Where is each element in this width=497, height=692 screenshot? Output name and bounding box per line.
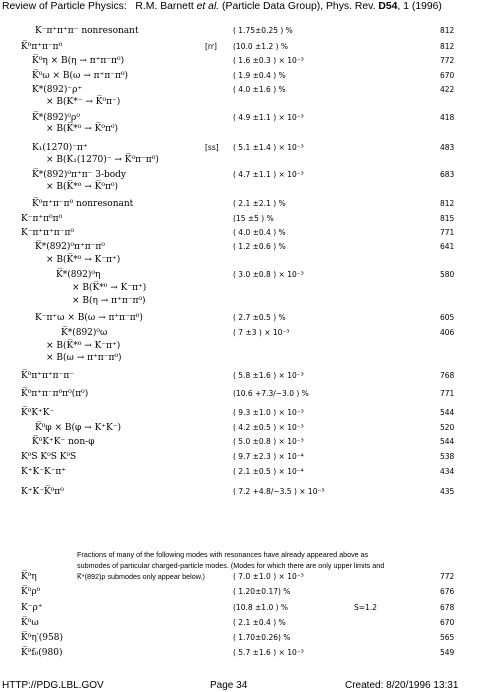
group: (Particle Data Group), Phys. Rev.	[222, 1, 376, 12]
fraction: ( 5.0 ±0.8 ) × 10⁻³	[233, 437, 304, 446]
momentum: 538	[440, 452, 455, 461]
fraction: ( 5.1 ±1.4 ) × 10⁻³	[233, 143, 304, 152]
fraction: ( 1.2 ±0.6 ) %	[233, 242, 286, 251]
fraction: ( 4.0 ±1.6 ) %	[233, 85, 286, 94]
momentum: 815	[440, 214, 455, 223]
footer-url[interactable]: HTTP://PDG.LBL.GOV	[2, 680, 104, 691]
decay-mode: × B(K₁(1270)⁻ → K̅⁰π⁻π⁰)	[46, 155, 159, 165]
decay-mode: × B(K*⁻ → K̅⁰π⁻)	[46, 97, 121, 107]
fraction: ( 7.2 +4.8/−3.5 ) × 10⁻³	[233, 487, 325, 496]
decay-mode: K⁻π⁺π⁺π⁻ nonresonant	[35, 26, 139, 36]
momentum: 549	[440, 648, 455, 657]
decay-mode: K̅⁰π⁺π⁺π⁻π⁻	[21, 371, 74, 381]
decay-mode: K̅⁰ω	[21, 618, 39, 628]
momentum: 670	[440, 618, 455, 627]
decay-mode: K̅⁰K⁺K⁻ non-φ	[32, 437, 95, 447]
momentum: 605	[440, 313, 455, 322]
decay-mode: K⁰S K⁰S K⁰S	[21, 452, 77, 462]
volume: D54	[378, 1, 398, 12]
momentum: 812	[440, 199, 455, 208]
fraction: (10.8 ±1.0 ) %	[233, 603, 289, 612]
decay-mode: K⁺K⁻K̅⁰π⁰	[21, 487, 64, 497]
decay-mode: K̅*(892)⁰π⁺π⁻π⁰	[35, 242, 105, 252]
decay-mode: K̅⁰η′(958)	[21, 633, 63, 643]
footnote-tag: [rr]	[205, 42, 217, 51]
footer-created: Created: 8/20/1996 13:31	[345, 680, 459, 691]
et-al: et al.	[196, 1, 220, 12]
decay-mode: K̅⁰π⁺π⁻π⁰ nonresonant	[32, 199, 134, 209]
fraction: ( 1.75±0.25 ) %	[233, 26, 293, 35]
page-ref: , 1 (1996)	[397, 1, 442, 12]
decay-mode: K̅⁰φ × B(φ → K⁺K⁻)	[35, 423, 122, 433]
fraction: ( 9.3 ±1.0 ) × 10⁻³	[233, 408, 304, 417]
fraction: ( 1.70±0.26) %	[233, 633, 291, 642]
momentum: 768	[440, 371, 455, 380]
decay-mode: K̅*(892)⁰π⁺π⁻ 3-body	[32, 170, 127, 180]
momentum: 483	[440, 143, 455, 152]
decay-mode: K̅⁰ω × B(ω → π⁺π⁻π⁰)	[32, 71, 129, 81]
fraction: ( 5.7 ±1.6 ) × 10⁻³	[233, 648, 304, 657]
decay-mode: K₁(1270)⁻π⁺	[32, 143, 88, 153]
fraction: ( 7.0 ±1.0 ) × 10⁻³	[233, 572, 304, 581]
footnote-tag: [ss]	[205, 143, 219, 152]
section-note: Fractions of many of the following modes with resonances have already appeared above as submodes of particular charged-particle modes. (Modes for which there are only upper limits and K̅*(892)ρ submodes only appear below.)	[77, 550, 385, 581]
momentum: 812	[440, 42, 455, 51]
decay-mode: × B(K̅*⁰ → K⁻π⁺)	[46, 341, 121, 351]
fraction: ( 4.2 ±0.5 ) × 10⁻³	[233, 423, 304, 432]
decay-mode: K̅⁰π⁺π⁻π⁰	[21, 42, 63, 52]
momentum: 772	[440, 56, 455, 65]
momentum: 678	[440, 603, 455, 612]
fraction: ( 9.7 ±2.3 ) × 10⁻⁴	[233, 452, 304, 461]
decay-mode: K̅⁰f₀(980)	[21, 648, 63, 658]
scale-factor: S=1.2	[354, 603, 377, 612]
momentum: 676	[440, 587, 455, 596]
momentum: 771	[440, 389, 455, 398]
momentum: 683	[440, 170, 455, 179]
momentum: 406	[440, 328, 455, 337]
momentum: 812	[440, 26, 455, 35]
fraction: ( 2.1 ±0.5 ) × 10⁻⁴	[233, 467, 304, 476]
fraction: ( 4.9 ±1.1 ) × 10⁻³	[233, 113, 304, 122]
fraction: (10.0 ±1.2 ) %	[233, 42, 289, 51]
momentum: 772	[440, 572, 455, 581]
decay-mode: × B(ω → π⁺π⁻π⁰)	[46, 353, 122, 363]
fraction: ( 4.7 ±1.1 ) × 10⁻³	[233, 170, 304, 179]
fraction: ( 2.1 ±2.1 ) %	[233, 199, 286, 208]
momentum: 771	[440, 228, 455, 237]
fraction: ( 1.9 ±0.4 ) %	[233, 71, 286, 80]
momentum: 544	[440, 437, 455, 446]
decay-mode: K̅⁰η × B(η → π⁺π⁻π⁰)	[32, 56, 125, 66]
decay-mode: K*(892)⁻ρ⁺	[32, 85, 83, 95]
decay-mode: × B(K̅*⁰ → K̅⁰π⁰)	[46, 182, 118, 192]
momentum: 422	[440, 85, 455, 94]
decay-mode: K̅⁰ρ⁰	[21, 587, 41, 597]
momentum: 418	[440, 113, 455, 122]
fraction: ( 3.0 ±0.8 ) × 10⁻³	[233, 270, 304, 279]
momentum: 544	[440, 408, 455, 417]
decay-mode: × B(η → π⁺π⁻π⁰)	[72, 296, 146, 306]
decay-mode: K̅⁰π⁺π⁻π⁰π⁰(π⁰)	[21, 389, 89, 399]
decay-mode: K̅⁰η	[21, 572, 37, 582]
decay-mode: K⁻π⁺π⁰π⁰	[21, 214, 63, 224]
decay-mode: K⁺K⁻K⁻π⁺	[21, 467, 67, 477]
fraction: ( 2.7 ±0.5 ) %	[233, 313, 286, 322]
fraction: ( 5.8 ±1.6 ) × 10⁻³	[233, 371, 304, 380]
decay-mode: × B(K̅*⁰ → K̅⁰π⁰)	[46, 124, 118, 134]
decay-mode: K̅*(892)⁰ρ⁰	[32, 113, 80, 123]
decay-mode: K⁻π⁺π⁺π⁻π⁰	[21, 228, 74, 238]
momentum: 670	[440, 71, 455, 80]
decay-mode: × B(K̅*⁰ → K⁻π⁺)	[46, 255, 121, 265]
fraction: ( 7 ±3 ) × 10⁻³	[233, 328, 290, 337]
authors: R.M. Barnett	[135, 1, 194, 12]
journal-name: Review of Particle Physics:	[2, 1, 127, 12]
decay-mode: K⁻π⁺ω × B(ω → π⁺π⁻π⁰)	[35, 313, 143, 323]
fraction: ( 1.20±0.17) %	[233, 587, 291, 596]
fraction: ( 4.0 ±0.4 ) %	[233, 228, 286, 237]
momentum: 641	[440, 242, 455, 251]
fraction: (10.6 +7.3/−3.0 ) %	[233, 389, 309, 398]
decay-mode: K̅⁰K⁺K⁻	[21, 408, 55, 418]
decay-mode: K⁻ρ⁺	[21, 603, 43, 613]
decay-mode: K̅*(892)⁰ω	[61, 328, 108, 338]
momentum: 580	[440, 270, 455, 279]
momentum: 434	[440, 467, 455, 476]
momentum: 565	[440, 633, 455, 642]
fraction: (15 ±5 ) %	[233, 214, 274, 223]
fraction: ( 2.1 ±0.4 ) %	[233, 618, 286, 627]
decay-mode: K̅*(892)⁰η	[56, 270, 101, 280]
momentum: 520	[440, 423, 455, 432]
footer-page: Page 34	[210, 680, 248, 691]
momentum: 435	[440, 487, 455, 496]
fraction: ( 1.6 ±0.3 ) × 10⁻³	[233, 56, 304, 65]
decay-mode: × B(K̅*⁰ → K⁻π⁺)	[72, 283, 147, 293]
